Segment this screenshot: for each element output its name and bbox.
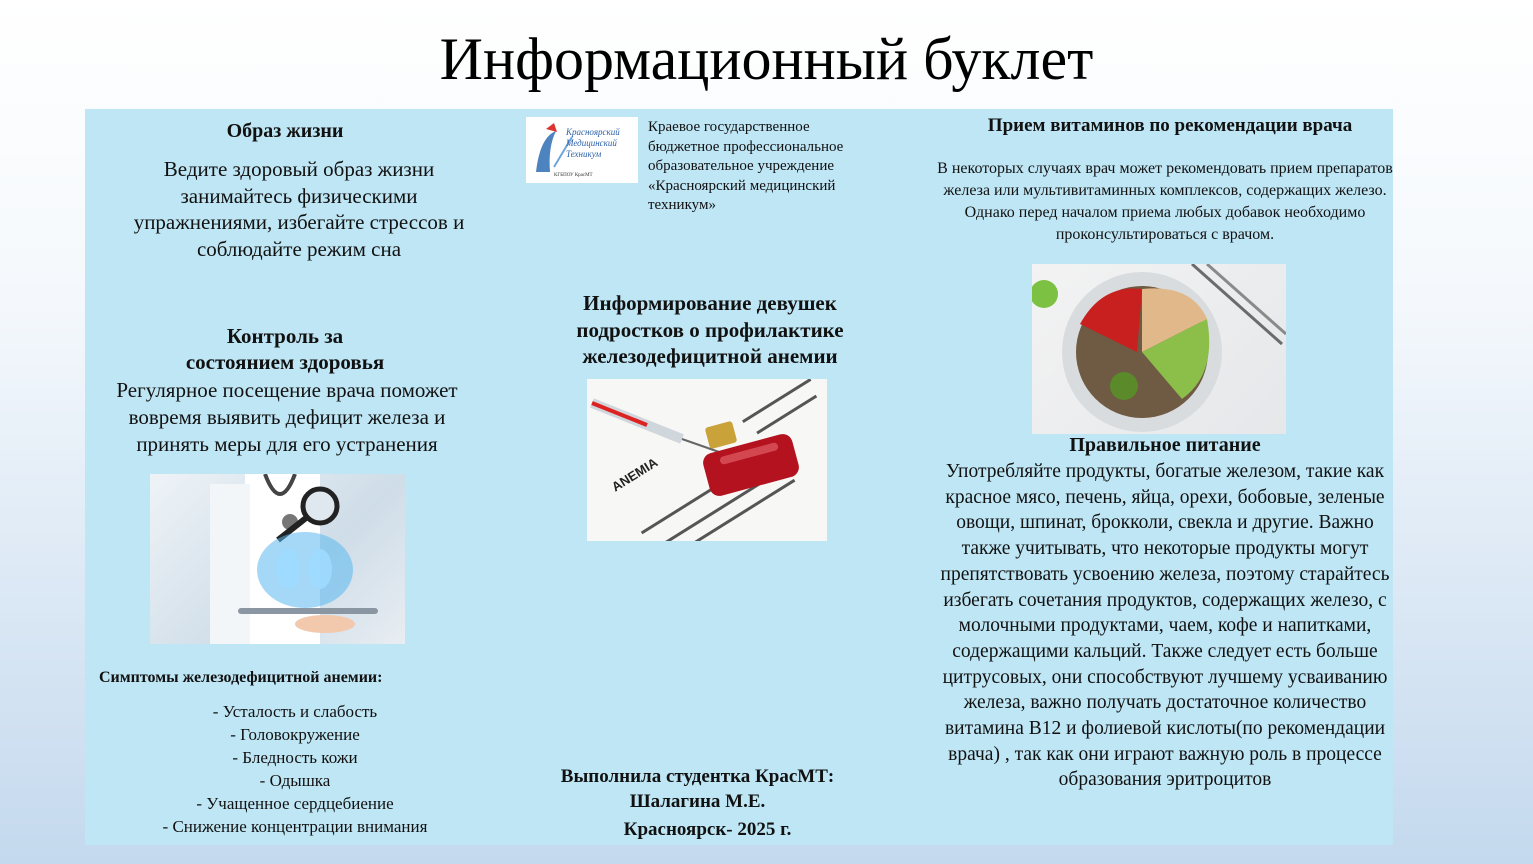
institution-name: Краевое государственное бюджетное профессиональное образовательное учреждение «Красноярский медицинский техникум» bbox=[648, 119, 844, 213]
city-year: Красноярск- 2025 г. bbox=[623, 819, 792, 840]
lung-right-icon bbox=[308, 549, 332, 589]
magnifier-icon bbox=[303, 489, 337, 523]
logo-small-text: КГБПОУ КрасМТ bbox=[554, 173, 593, 178]
logo-cross-icon bbox=[546, 123, 557, 132]
symptom-item: - Бледность кожи bbox=[232, 748, 358, 767]
text-line bbox=[756, 395, 817, 435]
page-title: Информационный буклет bbox=[439, 26, 1094, 92]
logo-profile-shape bbox=[536, 131, 556, 172]
health-heading bbox=[125, 323, 445, 375]
logo-text-line3: Техникум bbox=[566, 149, 602, 159]
symptom-item: - Усталость и слабость bbox=[212, 702, 378, 721]
symptoms-heading: Симптомы железодефицитной анемии: bbox=[99, 669, 383, 686]
nutrition-heading: Правильное питание bbox=[1069, 434, 1261, 456]
salad-bowl-illustration bbox=[1032, 264, 1286, 434]
symptom-item: - Одышка bbox=[259, 771, 331, 790]
health-text: Регулярное посещение врача поможет вовремя выявить дефицит железа и принять меры для его устранения bbox=[116, 378, 458, 456]
symptom-item: - Учащенное сердцебиение bbox=[196, 794, 394, 813]
anemia-image bbox=[587, 379, 827, 541]
healthy-food-image bbox=[1032, 264, 1286, 434]
symptoms-list bbox=[125, 700, 465, 838]
tablet-icon bbox=[238, 608, 378, 614]
knife-icon bbox=[1207, 264, 1286, 334]
college-logo bbox=[526, 117, 638, 183]
vial-cap bbox=[705, 421, 738, 449]
greens-icon bbox=[1110, 372, 1138, 400]
doctor-image bbox=[150, 474, 405, 644]
main-heading: Информирование девушек подростков о профилактике железодефицитной анемии bbox=[576, 291, 844, 368]
logo-text-line2: Медицинский bbox=[566, 138, 617, 148]
lung-left-icon bbox=[276, 549, 300, 589]
hand-icon bbox=[295, 615, 355, 633]
symptom-item: - Головокружение bbox=[230, 725, 360, 744]
logo-text-line1: Красноярский bbox=[566, 127, 620, 137]
vitamins-heading: Прием витаминов по рекомендации врача bbox=[987, 115, 1353, 136]
author-line1: Выполнила студентка КрасМТ: bbox=[560, 766, 835, 787]
author-line2: Шалагина М.Е. bbox=[629, 791, 766, 812]
vitamins-text: В некоторых случаях врач может рекомендовать прием препаратов железа или мультивитаминных комплексов, содержащих железо. Однако перед началом приема любых добавок необходимо проконсультироваться с врачом. bbox=[937, 160, 1393, 243]
doctor-arm bbox=[210, 484, 250, 644]
health-heading-line2: состоянием здоровья bbox=[185, 350, 385, 374]
hologram-glow bbox=[257, 532, 353, 608]
lifestyle-text: Ведите здоровый образ жизни занимайтесь физическими упражнениями, избегайте стрессов и соблюдайте режим сна bbox=[133, 157, 465, 261]
health-heading-line1: Контроль за bbox=[226, 324, 344, 348]
lime-icon bbox=[1032, 280, 1058, 308]
text-line bbox=[742, 379, 811, 423]
doctor-illustration bbox=[150, 474, 405, 644]
symptom-item: - Снижение концентрации внимания bbox=[162, 817, 428, 836]
author-block bbox=[530, 764, 865, 814]
booklet-panel bbox=[85, 109, 1393, 845]
nutrition-text: Употребляйте продукты, богатые железом, такие как красное мясо, печень, яйца, орехи, бобовые, зеленые овощи, шпинат, брокколи, свекла и другие. Важно также учитывать, что некоторые продукты могут препятствовать усвоению железа, поэтому старайтесь избегать сочетания продуктов, содержащих железо, с молочными продуктами, чаем, кофе и напитками, содержащими кальций. Также следует есть больше цитрусовых, они способствуют лучшему усваиванию железа, важно получать достаточное количество витамина В12 и фолиевой кислоты(по рекомендации врача) , так как они играют важную роль в процессе образования эритроцитов bbox=[940, 461, 1390, 791]
lifestyle-heading: Образ жизни bbox=[226, 120, 344, 142]
syringe-liquid bbox=[592, 403, 647, 425]
vial-syringe-illustration bbox=[587, 379, 827, 541]
logo-text bbox=[566, 127, 620, 160]
anemia-label: ANEMIA bbox=[608, 454, 661, 495]
